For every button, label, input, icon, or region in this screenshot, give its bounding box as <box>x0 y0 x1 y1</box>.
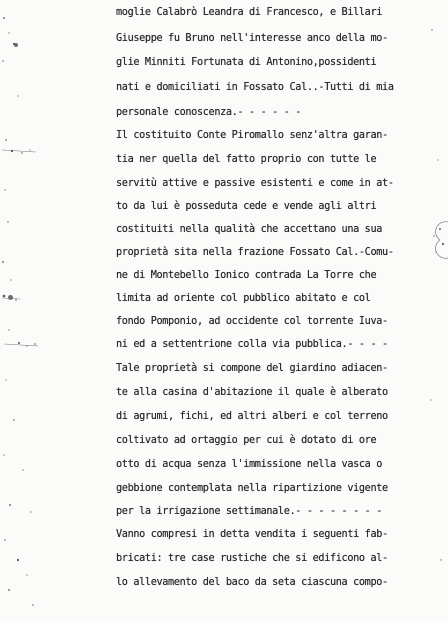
text-line: proprietà sita nella frazione Fossato Cal.-Comu- <box>116 247 394 258</box>
left-margin-scan-noise <box>0 0 40 621</box>
text-line: limita ad oriente col pubblico abitato e col <box>116 293 371 304</box>
text-line: Giuseppe fu Bruno nell'interesse anco della mo- <box>116 33 388 44</box>
punch-hole-mark <box>14 43 18 47</box>
text-line: moglie Calabrò Leandra di Francesco, e Billari <box>116 7 383 18</box>
text-line: coltivato ad ortaggio per cui è dotato di ore <box>116 435 377 446</box>
text-line: tia ner quella del fatto proprio con tutte le <box>116 154 377 165</box>
text-line: ne di Montebello Ionico contrada La Torre che <box>116 270 377 281</box>
text-line: Tale proprietà si compone del giardino adiacen- <box>116 363 388 374</box>
text-line: personale conoscenza.- - - - - - <box>116 107 302 118</box>
text-line: gebbione contemplata nella ripartizione vigente <box>116 483 388 494</box>
text-line: nati e domiciliati in Fossato Cal..-Tutti di mia <box>116 82 394 93</box>
text-line: glie Minniti Fortunata di Antonino,possidenti <box>116 57 377 68</box>
text-line: bricati: tre case rustiche che si edificono al- <box>116 553 388 564</box>
text-line: di agrumi, fichi, ed altri alberi e col terreno <box>116 411 388 422</box>
text-line: servitù attive e passive esistenti e come in at- <box>116 178 394 189</box>
text-line: to da lui è posseduta cede e vende agli altri <box>116 201 377 212</box>
text-line: te alla casina d'abitazione il quale è alberato <box>116 387 388 398</box>
text-line: Vanno compresi in detta vendita i seguenti fab- <box>116 529 388 540</box>
text-line: costituiti nella qualità che accettano una sua <box>116 224 383 235</box>
text-line: lo allevamento del baco da seta ciascuna compo- <box>116 577 388 588</box>
text-line: Il costituito Conte Piromallo senz'altra garan- <box>116 130 388 141</box>
text-line: fondo Pomponio, ad occidente col torrente Iuva- <box>116 316 388 327</box>
text-line: per la irrigazione settimanale.- - - - - - - - <box>116 506 383 517</box>
text-line: otto di acqua senza l'immissione nella vasca o <box>116 459 383 470</box>
punch-hole-mark <box>8 295 13 300</box>
text-line: ni ed a settentrione colla via pubblica.- - - - <box>116 339 388 350</box>
right-margin-scan-noise <box>426 0 448 621</box>
